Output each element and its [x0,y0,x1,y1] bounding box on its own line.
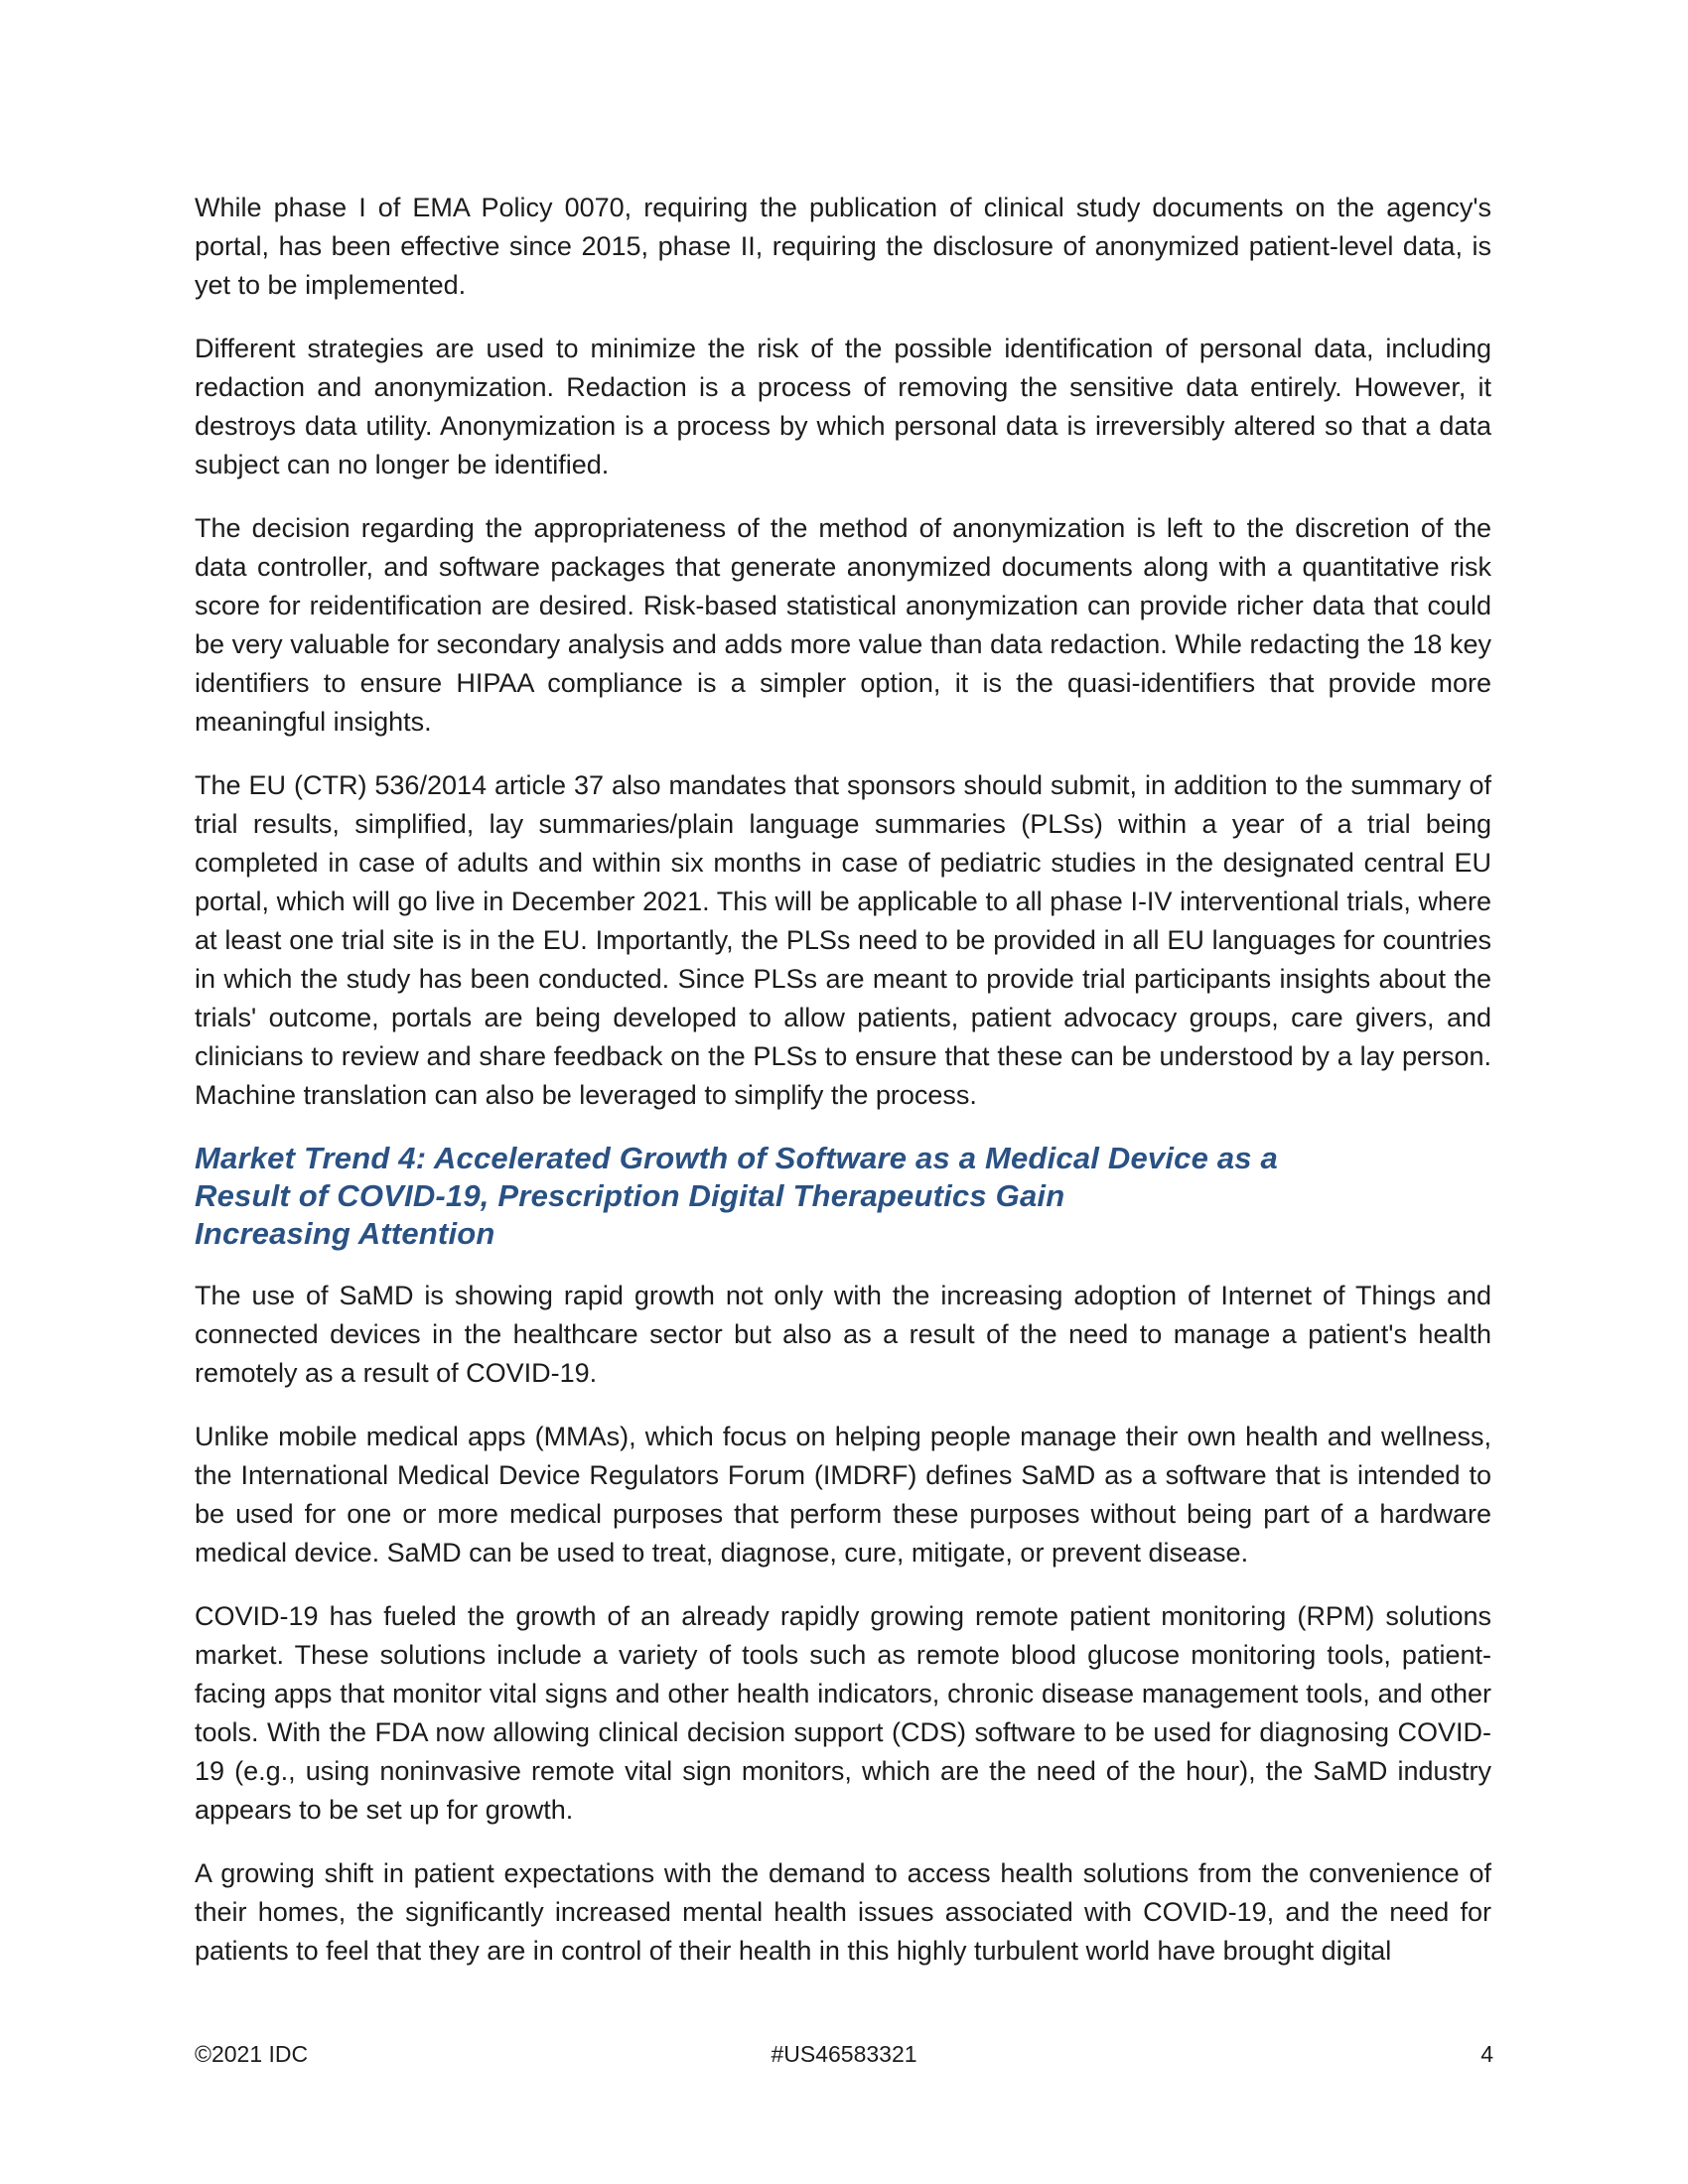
section-heading-market-trend-4 [195,1140,1491,1253]
paragraph-imdrf-definition: Unlike mobile medical apps (MMAs), which focus on helping people manage their own health and wellness, the International Medical Device Regulators Forum (IMDRF) defines SaMD as a software that is intended to be used for one or more medical purposes that perform these purposes without being part of a hardware medical device. SaMD can be used to treat, diagnose, cure, mitigate, or prevent disease. [195,1422,1491,1568]
heading-line-3: Increasing Attention [195,1216,495,1251]
footer-page-number: 4 [1480,2041,1493,2067]
footer-copyright: ©2021 IDC [195,2041,309,2067]
heading-line-2: Result of COVID-19, Prescription Digital Therapeutics Gain [195,1178,1065,1213]
page-content [195,189,1491,1995]
paragraph-ema-policy: While phase I of EMA Policy 0070, requiring the publication of clinical study documents on the agency's portal, has been effective since 2015, phase II, requiring the disclosure of anonymized patient-level data, is yet to be implemented. [195,193,1491,300]
paragraph-rpm-solutions: COVID-19 has fueled the growth of an already rapidly growing remote patient monitoring (RPM) solutions market. These solutions include a variety of tools such as remote blood glucose monitoring tools, patient-facing apps that monitor vital signs and other health indicators, chronic disease management tools, and other tools. With the FDA now allowing clinical decision support (CDS) software to be used for diagnosing COVID-19 (e.g., using noninvasive remote vital sign monitors, which are the need of the hour), the SaMD industry appears to be set up for growth. [195,1601,1491,1825]
paragraph-strategies: Different strategies are used to minimize the risk of the possible identification of personal data, including redaction and anonymization. Redaction is a process of removing the sensitive data entirely. However, it destroys data utility. Anonymization is a process by which personal data is irreversibly altered so that a data subject can no longer be identified. [195,334,1491,479]
footer-document-id: #US46583321 [771,2041,917,2067]
heading-line-1: Market Trend 4: Accelerated Growth of Software as a Medical Device as a [195,1141,1278,1175]
page-footer [195,2041,1493,2071]
paragraph-patient-expectations: A growing shift in patient expectations with the demand to access health solutions from the convenience of their homes, the significantly increased mental health issues associated with COVID-19, and the need for patients to feel that they are in control of their health in this highly turbulent world have brought digital [195,1858,1491,1966]
paragraph-eu-ctr: The EU (CTR) 536/2014 article 37 also mandates that sponsors should submit, in addition to the summary of trial results, simplified, lay summaries/plain language summaries (PLSs) within a year of a trial being completed in case of adults and within six months in case of pediatric studies in the designated central EU portal, which will go live in December 2021. This will be applicable to all phase I-IV interventional trials, where at least one trial site is in the EU. Importantly, the PLSs need to be provided in all EU languages for countries in which the study has been conducted. Since PLSs are meant to provide trial participants insights about the trials' outcome, portals are being developed to allow patients, patient advocacy groups, care givers, and clinicians to review and share feedback on the PLSs to ensure that these can be understood by a lay person. Machine translation can also be leveraged to simplify the process. [195,770,1491,1110]
paragraph-samd-growth: The use of SaMD is showing rapid growth not only with the increasing adoption of Internet of Things and connected devices in the healthcare sector but also as a result of the need to manage a patient's health remotely as a result of COVID-19. [195,1281,1491,1388]
paragraph-anonymization-decision: The decision regarding the appropriateness of the method of anonymization is left to the discretion of the data controller, and software packages that generate anonymized documents along with a quantitative risk score for reidentification are desired. Risk-based statistical anonymization can provide richer data that could be very valuable for secondary analysis and adds more value than data redaction. While redacting the 18 key identifiers to ensure HIPAA compliance is a simpler option, it is the quasi-identifiers that provide more meaningful insights. [195,513,1491,737]
